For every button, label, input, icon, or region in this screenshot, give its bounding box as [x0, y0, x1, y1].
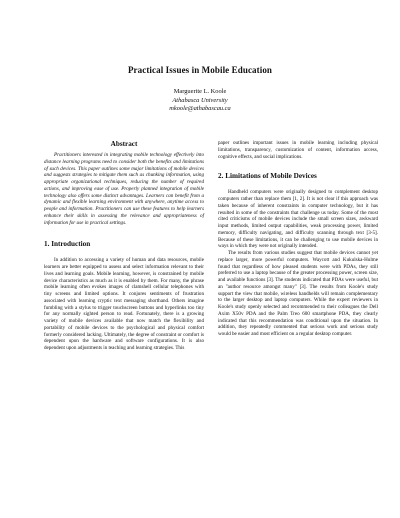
paper-title: Practical Issues in Mobile Education — [127, 65, 273, 75]
author-block — [0, 88, 400, 114]
intro-paragraph: In addition to accessing a variety of human and data resources, mobile learners are better equipped to assess and select information relevant to their lives and learning goals. Mobile learning, however, is constrained by mobile device characteristics as much as it is enabled by them. For many, the phrase mobile learning often evokes images of clamshell cellular telephones with tiny screens and limited options. It conjures sentiments of frustration associated with learning cryptic text messaging shorthand. Others imagine fumbling with a stylus to trigger touchscreen buttons and hyperlinks too tiny for any normally sighted person to read. Fortunately, there is a growing variety of mobile devices available that now match the flexibility and portability of mobile devices to the psychological and physical comfort formerly considered lacking. Ultimately, the degree of constraint or comfort is dependent upon the hardware and software configurations. It is also dependent upon adjustments in teaching and learning strategies. This — [44, 257, 204, 351]
section-2-heading: 2. Limitations of Mobile Devices — [218, 172, 317, 181]
limitations-paragraph-1: Handheld computers were originally designed to complement desktop computers rather than replace them [1, 2]. It is not clear if this approach was taken because of inherent constraints in computer technology, but it has resulted in some of the constraints that challenge us today. Some of the most cited criticisms of mobile devices include the small screen sizes, awkward input methods, limited output capabilities, weak processing power, limited memory, difficulty navigating, and difficulty scanning through text [3-5]. Because of these limitations, it can be challenging to use mobile devices in ways in which they were not originally intended. — [218, 189, 378, 250]
section-1-heading: 1. Introduction — [44, 240, 91, 249]
right-column — [218, 140, 378, 338]
intro-continuation: paper outlines important issues in mobile learning including physical limitations, transparency, customization of content, information access, cognitive effects, and social implications. — [218, 140, 378, 160]
abstract-heading: Abstract — [110, 140, 138, 148]
author-name: Marguerite L. Koole — [173, 88, 227, 95]
abstract-text: Practitioners interested in integrating mobile technology effectively into distance learning programs need to consider both the benefits and limitations of such devices. This paper outlines some major limitations of mobile devices and suggests strategies to mitigate them such as chunking information, using appropriate organizational techniques, reducing the number of required actions, and improving ease of use. Properly planned integration of mobile technology also offers some distinct advantages. Learners can benefit from a dynamic and flexible learning environment with anywhere, anytime access to people and information. Practitioners can use these features to help learners enhance their skills in assessing the relevance and appropriateness of information for use in practical settings. — [44, 152, 204, 226]
left-column — [44, 140, 204, 352]
limitations-paragraph-2: The results from various studies suggest that mobile devices cannot yet replace larger, more powerful computers. Waycott and Kukulska-Hulme found that regardless of how pleased students were with PDAs, they still preferred to use a laptop because of the greater processing power, screen size, and available functions [3]. The students indicated that PDAs were useful, but an "author resource amongst many" [3]. The results from Koole's study support the view that mobile, wireless handhelds will remain complementary to the larger desktop and laptop computers. While the expert reviewers in Koole's study openly selected and recommended to their colleagues the Dell Axim X50v PDA and the Palm Treo 600 smartphone PDA, they clearly indicated that this recommendation was conditional upon the situation. In addition, they repeatedly commented that serious work and serious study would be easier and most efficient on a regular desktop computer. — [218, 250, 378, 337]
author-email: mkoole@athabascau.ca — [169, 105, 231, 113]
author-affiliation: Athabasca University — [172, 96, 228, 104]
